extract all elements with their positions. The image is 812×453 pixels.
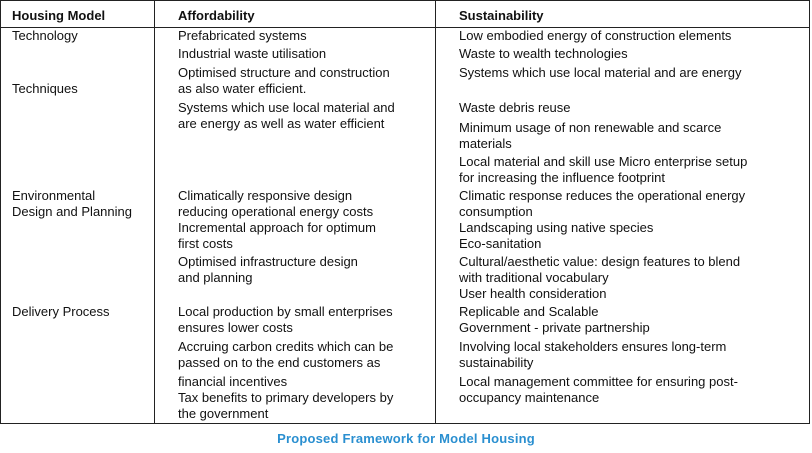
affordability-cell: Systems which use local material and are energy as well as water efficient <box>178 100 395 131</box>
sustainability-cell: Systems which use local material and are energy <box>459 65 742 80</box>
table-caption: Proposed Framework for Model Housing <box>277 431 535 446</box>
sustainability-cell: Climatic response reduces the operational energy consumption Landscaping using native species Eco-sanitation <box>459 188 746 251</box>
model-technology: Technology <box>12 28 78 43</box>
sustainability-cell: Waste debris reuse <box>459 100 571 115</box>
affordability-cell: Climatically responsive design reducing operational energy costs Incremental approach for optimum first costs <box>178 188 376 251</box>
affordability-cell: Local production by small enterprises ensures lower costs <box>178 304 393 335</box>
sustainability-cell: Replicable and Scalable Government - private partnership <box>459 304 650 335</box>
header-sustainability: Sustainability <box>459 8 544 23</box>
model-environmental-design: Environmental Design and Planning <box>12 188 132 219</box>
affordability-cell: Optimised structure and construction as also water efficient. <box>178 65 390 96</box>
sustainability-cell: Local management committee for ensuring post- occupancy maintenance <box>459 374 738 405</box>
sustainability-cell: Minimum usage of non renewable and scarce materials <box>459 120 722 151</box>
model-techniques: Techniques <box>12 81 78 96</box>
sustainability-cell: Involving local stakeholders ensures long-term sustainability <box>459 339 727 370</box>
affordability-cell: Optimised infrastructure design and planning <box>178 254 358 285</box>
column-divider-1 <box>154 1 155 423</box>
sustainability-cell: Local material and skill use Micro enterprise setup for increasing the influence footprint <box>459 154 748 185</box>
model-delivery-process: Delivery Process <box>12 304 110 319</box>
header-affordability: Affordability <box>178 8 255 23</box>
affordability-cell: financial incentives Tax benefits to primary developers by the government <box>178 374 394 421</box>
header-housing-model: Housing Model <box>12 8 106 23</box>
affordability-cell: Prefabricated systems <box>178 28 307 43</box>
affordability-cell: Accruing carbon credits which can be passed on to the end customers as <box>178 339 394 370</box>
sustainability-cell: Low embodied energy of construction elements <box>459 28 732 43</box>
sustainability-cell: Waste to wealth technologies <box>459 46 628 61</box>
sustainability-cell: Cultural/aesthetic value: design features to blend with traditional vocabulary User health consideration <box>459 254 741 301</box>
affordability-cell: Industrial waste utilisation <box>178 46 327 61</box>
column-divider-2 <box>435 1 436 423</box>
